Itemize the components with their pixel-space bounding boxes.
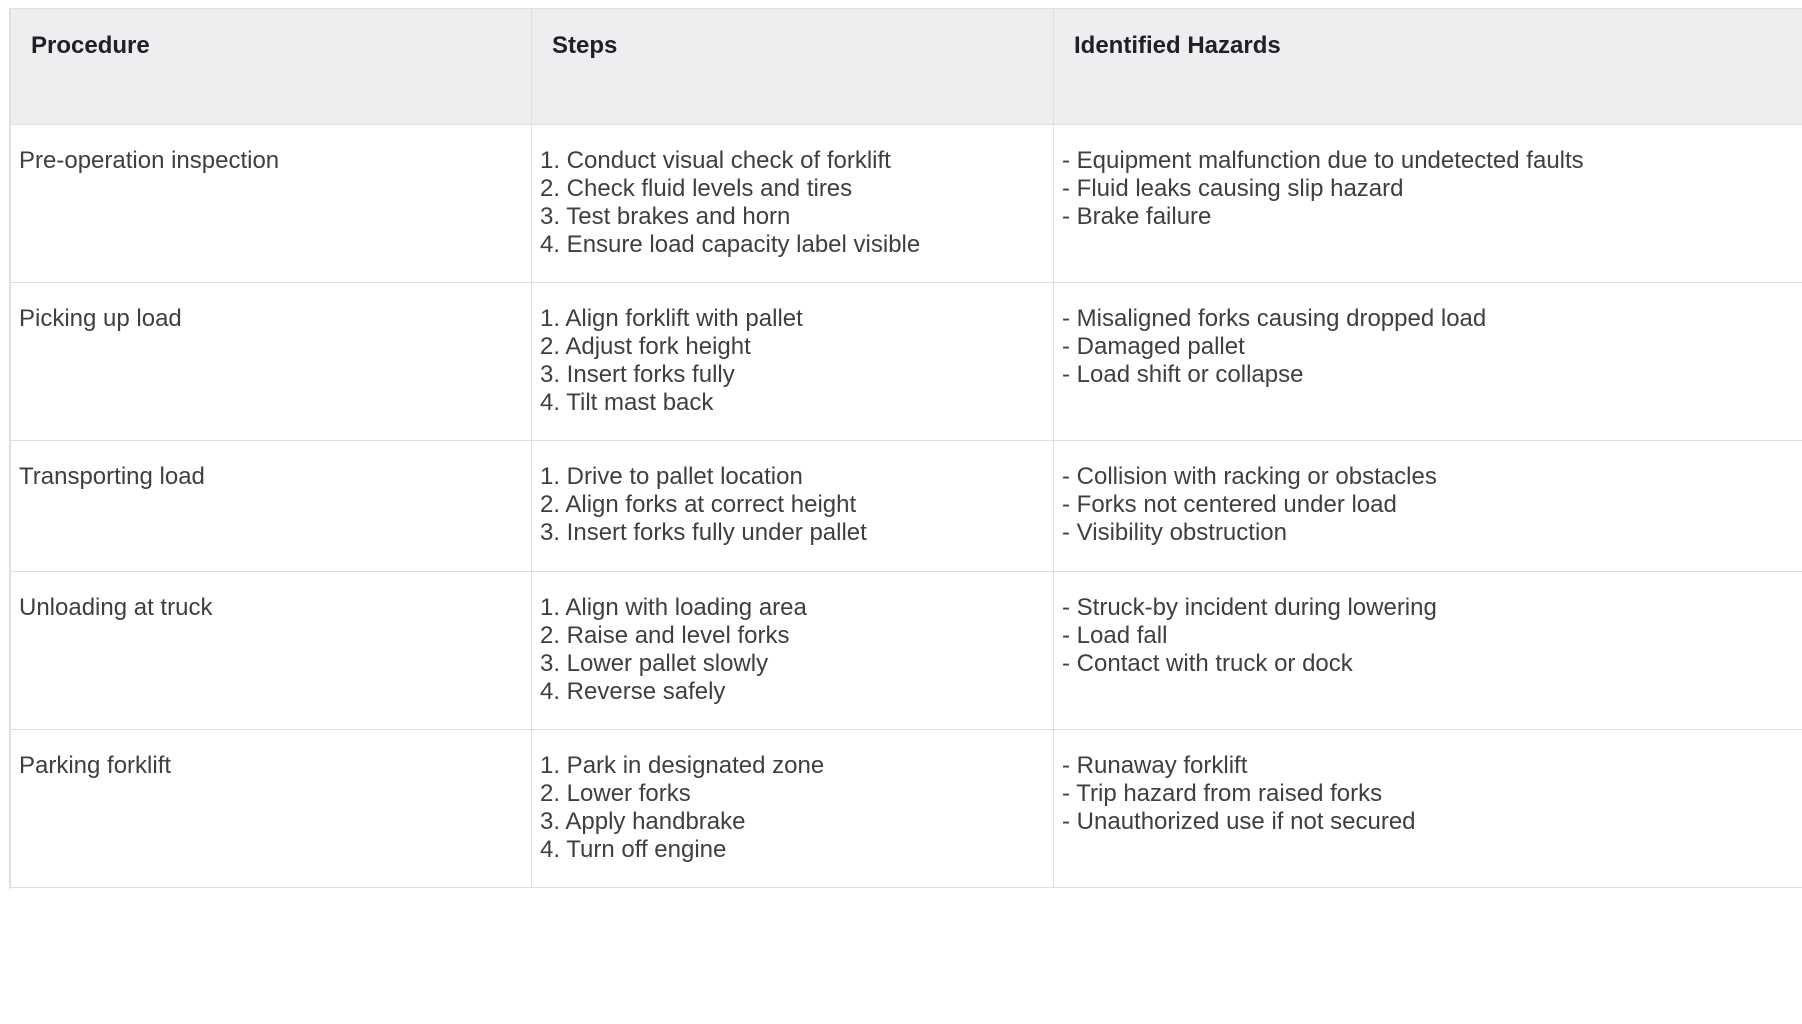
row-header-gutter bbox=[0, 8, 10, 890]
cell-hazards[interactable]: - Struck-by incident during lowering - Load fall - Contact with truck or dock bbox=[1054, 572, 1802, 730]
column-header-procedure[interactable]: Procedure bbox=[11, 9, 532, 125]
cell-procedure[interactable]: Unloading at truck bbox=[11, 572, 532, 730]
column-header-hazards[interactable]: Identified Hazards bbox=[1054, 9, 1802, 125]
cell-hazards[interactable]: - Runaway forklift - Trip hazard from raised forks - Unauthorized use if not secured bbox=[1054, 730, 1802, 888]
table-body bbox=[11, 125, 1802, 888]
cell-procedure[interactable]: Pre-operation inspection bbox=[11, 125, 532, 283]
cell-steps[interactable]: 1. Drive to pallet location 2. Align forks at correct height 3. Insert forks fully under pallet bbox=[532, 441, 1054, 572]
table-row bbox=[11, 730, 1802, 888]
cell-procedure[interactable]: Parking forklift bbox=[11, 730, 532, 888]
cell-steps[interactable]: 1. Conduct visual check of forklift 2. Check fluid levels and tires 3. Test brakes and horn 4. Ensure load capacity label visible bbox=[532, 125, 1054, 283]
cell-hazards[interactable]: - Equipment malfunction due to undetected faults - Fluid leaks causing slip hazard - Brake failure bbox=[1054, 125, 1802, 283]
cell-procedure[interactable]: Transporting load bbox=[11, 441, 532, 572]
table-row bbox=[11, 441, 1802, 572]
cell-steps[interactable]: 1. Align forklift with pallet 2. Adjust fork height 3. Insert forks fully 4. Tilt mast back bbox=[532, 283, 1054, 441]
table-row bbox=[11, 572, 1802, 730]
hazard-analysis-table bbox=[10, 8, 1802, 888]
header-row bbox=[11, 9, 1802, 125]
column-header-steps[interactable]: Steps bbox=[532, 9, 1054, 125]
cell-hazards[interactable]: - Misaligned forks causing dropped load - Damaged pallet - Load shift or collapse bbox=[1054, 283, 1802, 441]
cell-procedure[interactable]: Picking up load bbox=[11, 283, 532, 441]
cell-steps[interactable]: 1. Align with loading area 2. Raise and level forks 3. Lower pallet slowly 4. Reverse safely bbox=[532, 572, 1054, 730]
table-row bbox=[11, 283, 1802, 441]
cell-steps[interactable]: 1. Park in designated zone 2. Lower forks 3. Apply handbrake 4. Turn off engine bbox=[532, 730, 1054, 888]
table-header bbox=[11, 9, 1802, 125]
table-row bbox=[11, 125, 1802, 283]
cell-hazards[interactable]: - Collision with racking or obstacles - Forks not centered under load - Visibility obstruction bbox=[1054, 441, 1802, 572]
